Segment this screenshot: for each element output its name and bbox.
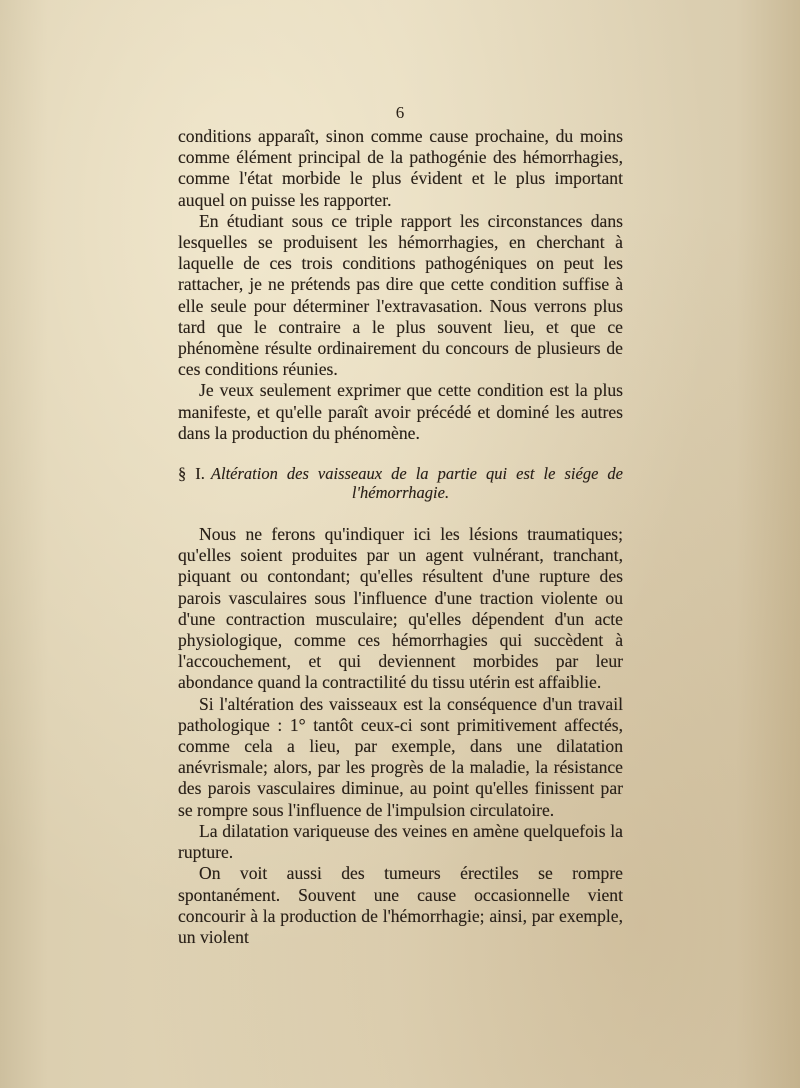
body-text — [178, 126, 623, 948]
paragraph: La dilatation variqueuse des veines en amène quelquefois la rupture. — [178, 820, 623, 863]
paragraph-continuation: conditions apparaît, sinon comme cause prochaine, du moins comme élément principal de la pathogénie des hémorrhagies, comme l'état morbide le plus évident et le plus important auquel on puisse les rapporter. — [178, 126, 623, 210]
section-title-part1: Altération des vaisseaux de la partie qui est le siége de — [210, 464, 624, 484]
page-number: 6 — [395, 103, 405, 122]
paragraph: On voit aussi des tumeurs érectiles se rompre spontanément. Souvent une cause occasionnelle vient concourir à la production de l'hémorrhagie; ainsi, par exemple, un violent — [178, 863, 623, 947]
section-marker: § I. — [178, 464, 205, 484]
paragraph: Je veux seulement exprimer que cette condition est la plus manifeste, et qu'elle paraît avoir précédé et dominé les autres dans la production du phénomène. — [178, 380, 623, 443]
section-title-part2: l'hémorrhagie. — [351, 483, 450, 503]
paragraph: En étudiant sous ce triple rapport les circonstances dans lesquelles se produisent les hémorrhagies, en cherchant à laquelle de ces trois conditions pathogéniques on peut les rattacher, je ne prétends pas dire que cette condition suffise à elle seule pour déterminer l'extravasation. Nous verrons plus tard que le contraire a le plus souvent lieu, et que ce phénomène résulte ordinairement du concours de plusieurs de ces conditions réunies. — [178, 210, 623, 380]
section-heading-line1 — [178, 464, 623, 483]
section-heading — [178, 464, 623, 502]
paragraph: Nous ne ferons qu'indiquer ici les lésions traumatiques; qu'elles soient produites par un agent vulnérant, tranchant, piquant ou contondant; qu'elles résultent d'une rupture des parois vasculaires sous l'influence d'une traction violente ou d'une contraction musculaire; qu'elles dépendent d'un acte physiologique, comme ces hémorrhagies qui succèdent à l'accouchement, et qui deviennent morbides par leur abondance quand la contractilité du tissu utérin est affaiblie. — [178, 524, 623, 693]
paragraph: Si l'altération des vaisseaux est la conséquence d'un travail pathologique : 1° tantôt ceux-ci sont primitivement affectés, comme cela a lieu, par exemple, dans une dilatation anévrismale; alors, par les progrès de la maladie, la résistance des parois vasculaires diminue, au point qu'elles finissent par se rompre sous l'influence de l'impulsion circulatoire. — [178, 693, 623, 820]
